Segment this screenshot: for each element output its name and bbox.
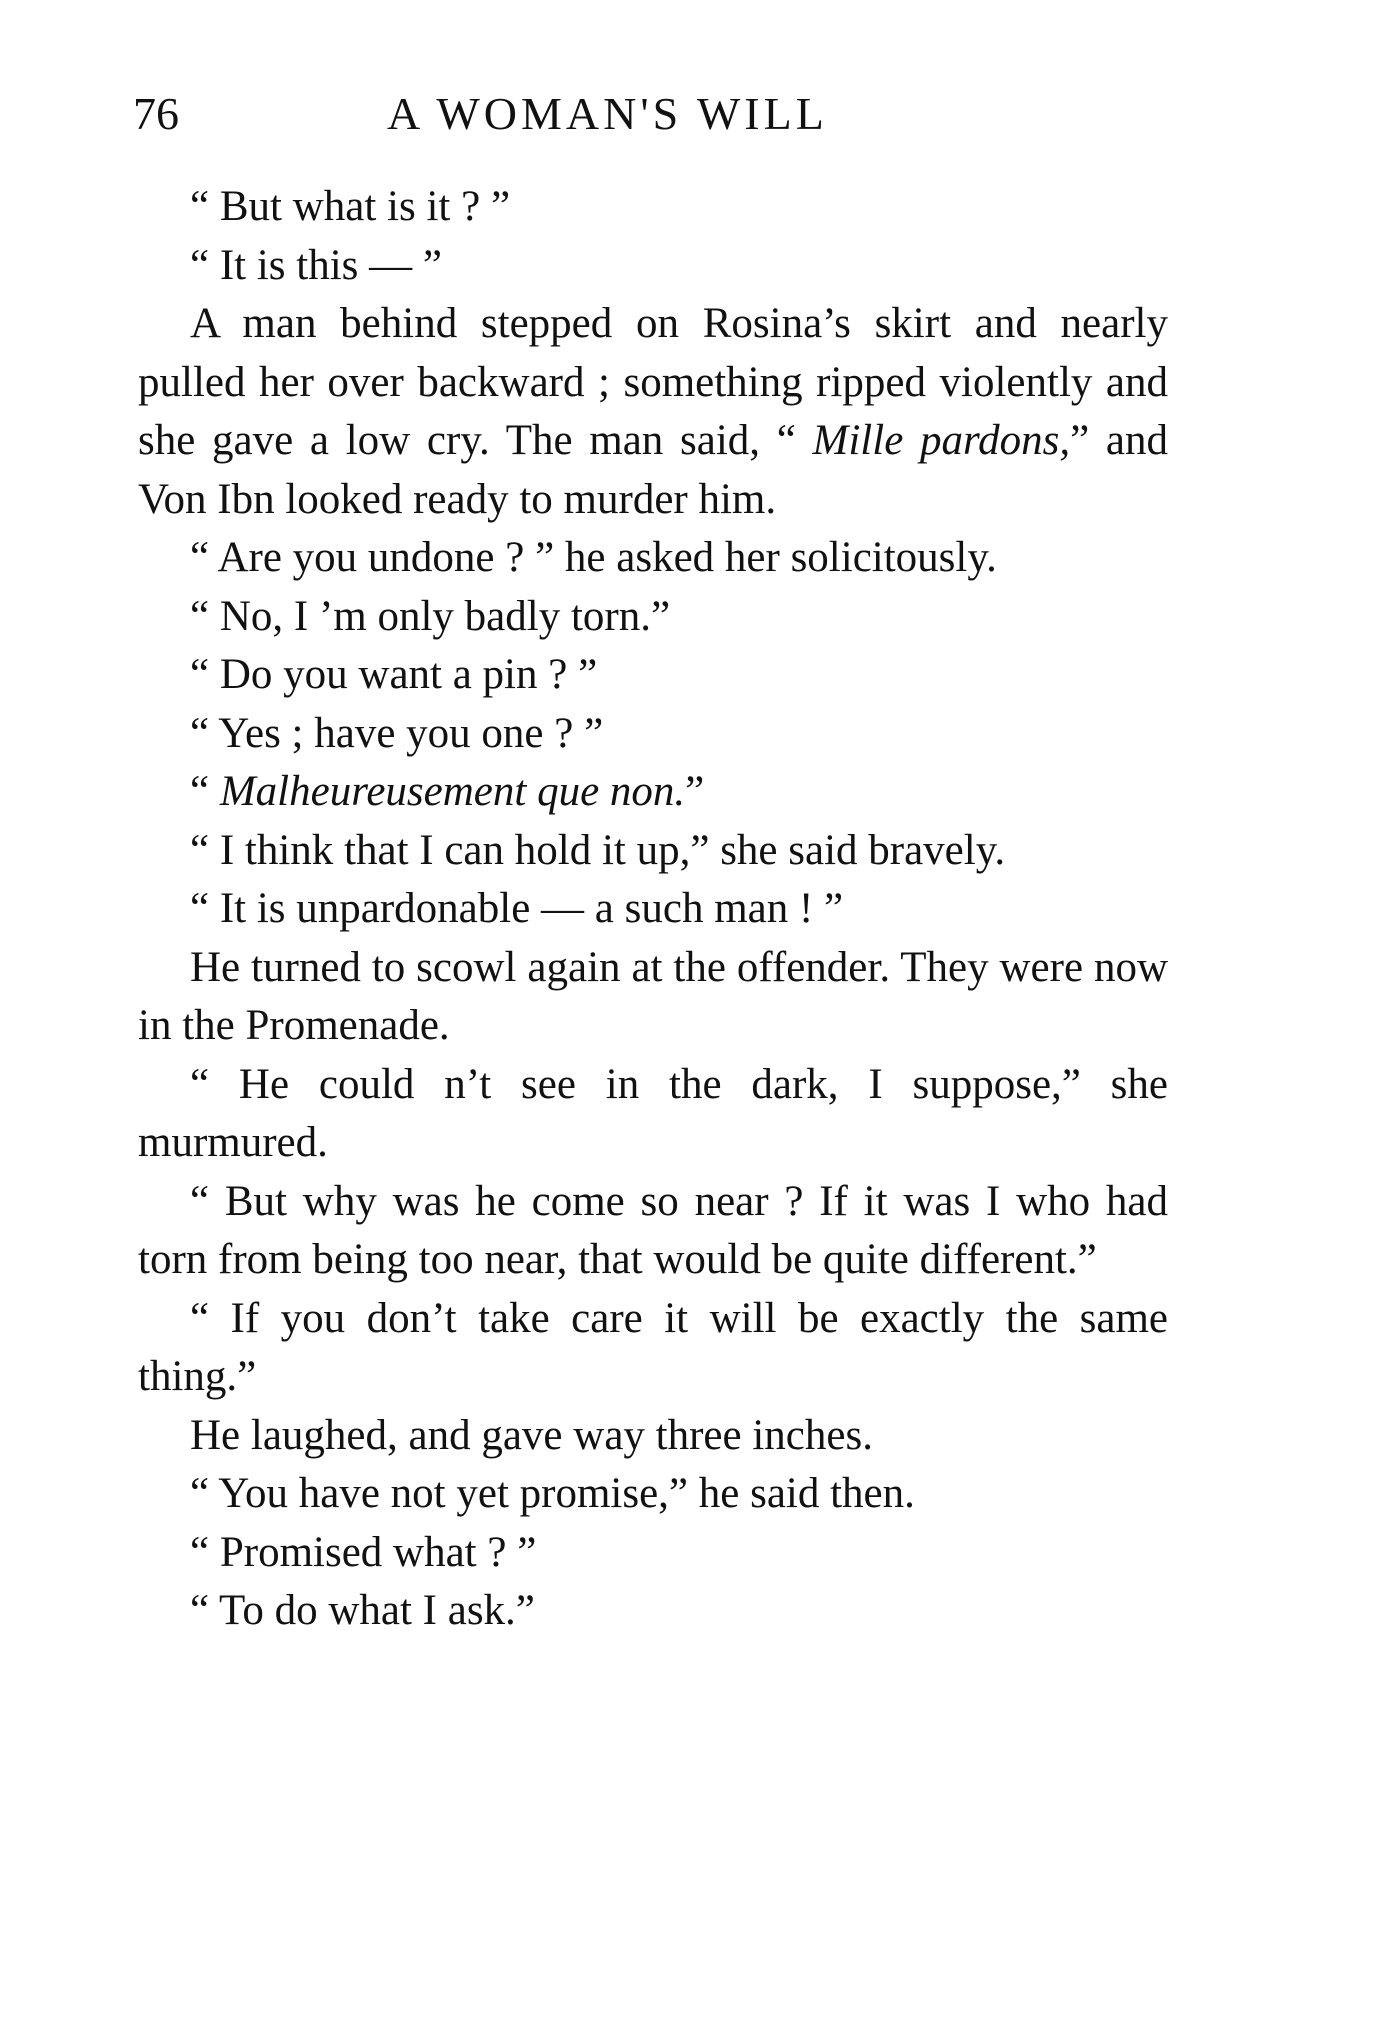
text-run: A man behind stepped on Rosina’s skirt and nearly pulled her over backward ; something ripped violently and she gave a low cry. The man said, “ [138,300,1168,464]
paragraph: “ No, I ’m only badly torn.” [190,592,671,640]
paragraph: “ To do what I ask.” [190,1587,535,1634]
paragraph: “ Promised what ? ” [190,1528,537,1576]
running-title: A WOMAN'S WILL [387,88,828,139]
paragraph [138,763,1168,822]
paragraph: “ It is this — ” [190,241,442,289]
paragraph: He turned to scowl again at the offender. They were now in the Promenade. [138,943,1168,1049]
paragraph: “ But why was he come so near ? If it was I who had torn from being too near, that would be quite different.” [138,1177,1168,1283]
paragraph: “ You have not yet promise,” he said then. [190,1470,915,1517]
paragraph: He laughed, and gave way three inches. [190,1411,873,1459]
paragraph: “ I think that I can hold it up,” she said bravely. [190,826,1006,874]
paragraph [138,295,1168,529]
paragraph: “ It is unpardonable — a such man ! ” [190,885,844,932]
text-run: “ [190,768,220,815]
page-number: 76 [133,88,179,139]
paragraph: “ He could n’t see in the dark, I suppose,” she murmured. [138,1060,1168,1166]
page-header [133,84,1173,144]
paragraph: “ If you don’t take care it will be exactly the same thing.” [138,1294,1168,1400]
body-text [138,178,1168,1641]
italic-text: Malheureusement que non. [219,768,686,815]
text-run: ” [685,768,705,815]
paragraph: “ Do you want a pin ? ” [190,651,598,698]
paragraph: “ But what is it ? ” [190,183,511,230]
text-run: ” and Von Ibn looked ready to murder him. [138,417,1168,523]
italic-text: Mille pardons, [812,417,1071,464]
paragraph: “ Are you undone ? ” he asked her solicitously. [190,534,997,581]
paragraph: “ Yes ; have you one ? ” [190,709,604,757]
